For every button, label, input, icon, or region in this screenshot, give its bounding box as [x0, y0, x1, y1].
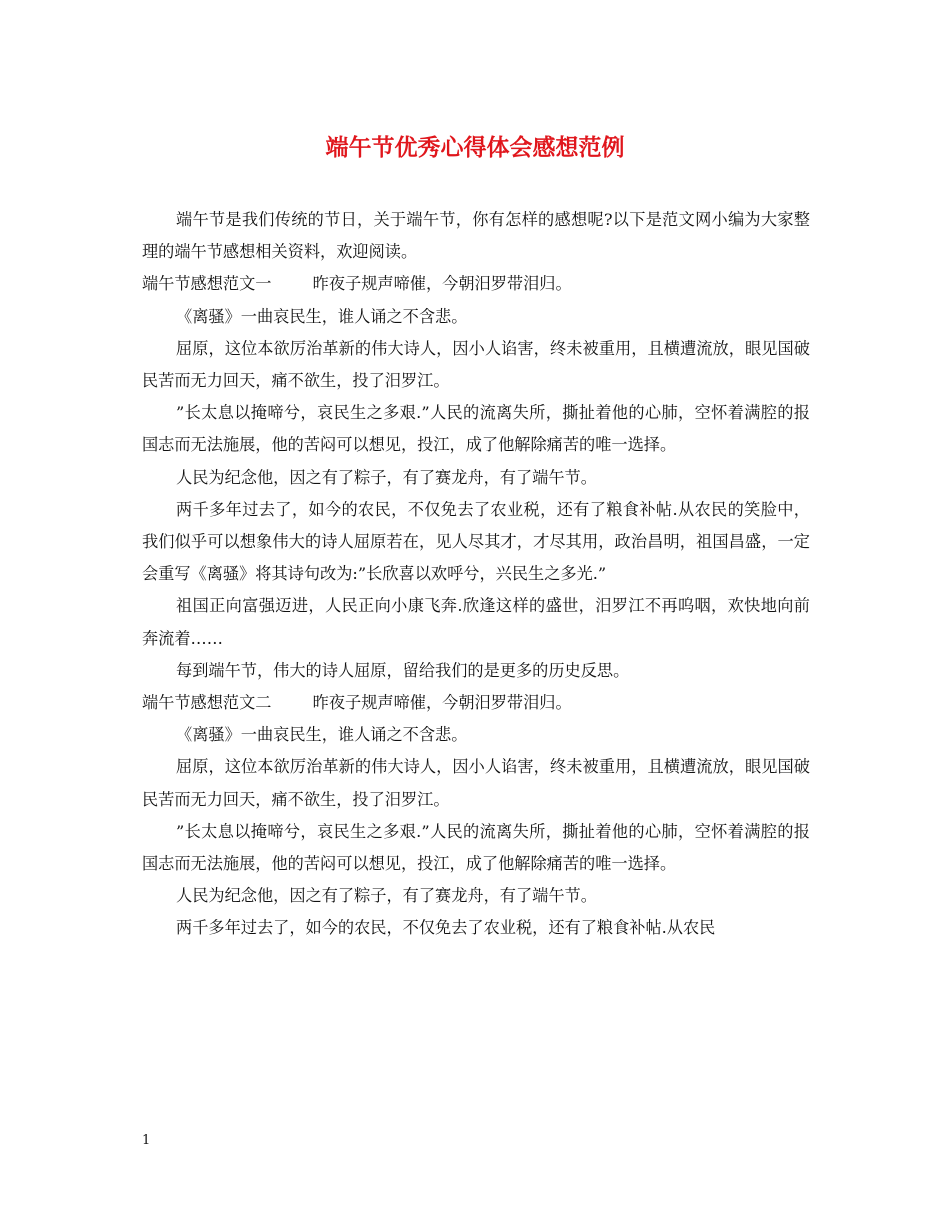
section-1-paragraph: 两千多年过去了，如今的农民，不仅免去了农业税，还有了粮食补帖.从农民的笑脸中，我们似乎可以想象伟大的诗人屈原若在，见人尽其才，才尽其用，政治昌明，祖国昌盛，一定会重写《离骚》将其诗句改为:”长欣喜以欢呼兮，兴民生之多光.” [142, 499, 810, 584]
section-1-paragraph: 《离骚》一曲哀民生，谁人诵之不含悲。 [176, 306, 468, 326]
section-1-paragraph: 屈原，这位本欲厉治革新的伟大诗人，因小人谄害，终未被重用，且横遭流放，眼见国破民苦而无力回天，痛不欲生，投了汨罗江。 [142, 338, 810, 391]
section-1-first-line: 昨夜子规声啼催，今朝汨罗带泪归。 [312, 274, 572, 294]
section-2-paragraph: 屈原，这位本欲厉治革新的伟大诗人，因小人谄害，终未被重用，且横遭流放，眼见国破民苦而无力回天，痛不欲生，投了汨罗江。 [142, 757, 810, 809]
document-title: 端午节优秀心得体会感想范例 [325, 134, 625, 161]
section-2-paragraph: ”长太息以掩啼兮，哀民生之多艰.”人民的流离失所，撕扯着他的心肺，空怀着满腔的报国志而无法施展，他的苦闷可以想见，投江，成了他解除痛苦的唯一选择。 [142, 821, 810, 874]
section-1-paragraph: 祖国正向富强迈进，人民正向小康飞奔.欣逢这样的盛世，汨罗江不再呜咽，欢快地向前奔流着…… [142, 596, 810, 648]
section-1-paragraph: 人民为纪念他，因之有了粽子，有了赛龙舟，有了端午节。 [176, 467, 597, 487]
section-1-paragraph: 每到端午节，伟大的诗人屈原，留给我们的是更多的历史反思。 [176, 660, 630, 680]
section-1-paragraph: ”长太息以掩啼兮，哀民生之多艰.”人民的流离失所，撕扯着他的心肺，空怀着满腔的报国志而无法施展，他的苦闷可以想见，投江，成了他解除痛苦的唯一选择。 [142, 403, 810, 455]
section-gap [272, 693, 313, 712]
document-body [142, 204, 810, 945]
section-2-first-line: 昨夜子规声啼催，今朝汨罗带泪归。 [312, 693, 572, 713]
section-2-paragraph: 两千多年过去了，如今的农民，不仅免去了农业税，还有了粮食补帖.从农民 [176, 918, 716, 938]
section-2-heading: 端午节感想范文二 [142, 693, 272, 713]
section-2-paragraph: 人民为纪念他，因之有了粽子，有了赛龙舟，有了端午节。 [176, 886, 597, 906]
section-1-heading: 端午节感想范文一 [142, 274, 272, 294]
page-number: 1 [142, 1133, 151, 1148]
intro-paragraph: 端午节是我们传统的节日，关于端午节，你有怎样的感想呢?以下是范文网小编为大家整理的端午节感想相关资料，欢迎阅读。 [142, 210, 810, 262]
section-gap [272, 274, 313, 293]
section-1-heading-line [142, 268, 810, 300]
section-2-paragraph: 《离骚》一曲哀民生，谁人诵之不含悲。 [176, 725, 468, 745]
section-2-heading-line [142, 687, 810, 719]
